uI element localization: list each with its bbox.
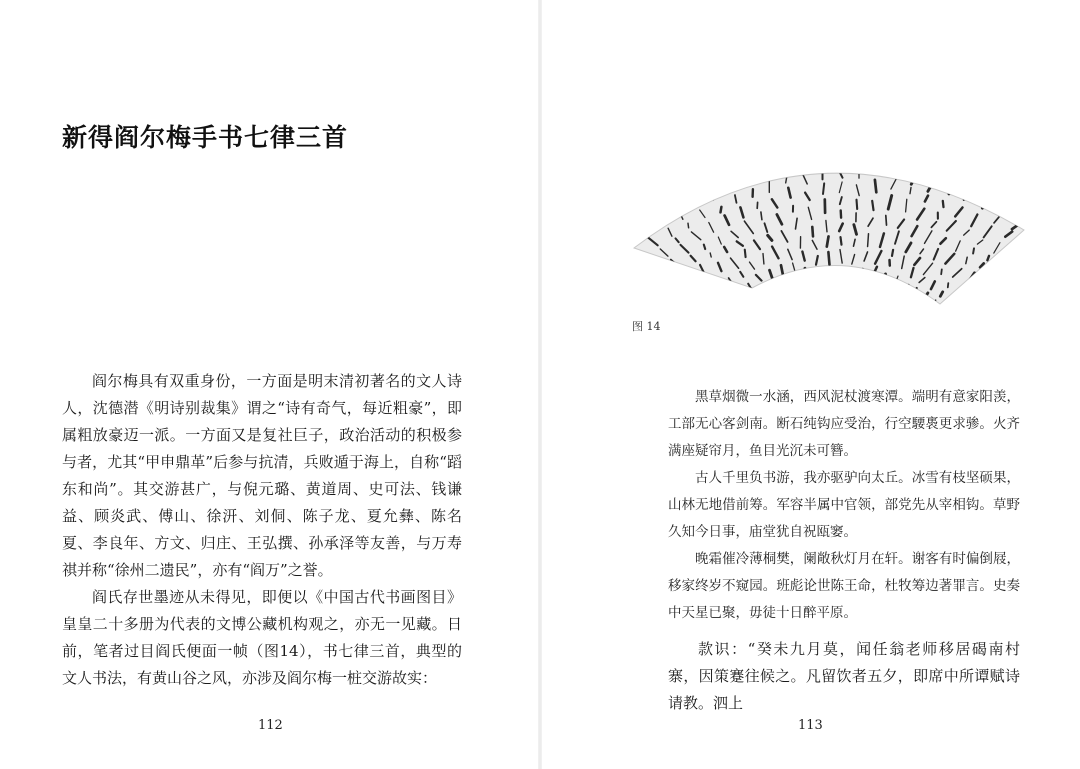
calligraphy-stroke	[1003, 203, 1008, 211]
calligraphy-stroke	[764, 287, 770, 298]
calligraphy-stroke	[677, 285, 679, 290]
calligraphy-stroke	[975, 307, 980, 308]
calligraphy-stroke	[727, 175, 729, 187]
calligraphy-stroke	[960, 152, 967, 164]
calligraphy-stroke	[937, 305, 949, 308]
calligraphy-stroke	[745, 250, 746, 257]
calligraphy-stroke	[884, 274, 886, 286]
calligraphy-stroke	[1022, 285, 1028, 291]
calligraphy-stroke	[997, 303, 1007, 308]
calligraphy-stroke	[776, 137, 781, 148]
paragraph-2: 阎氏存世墨迹从未得见，即便以《中国古代书画图目》皇皇二十多册为代表的文博公藏机构观之，亦无一见藏。日前，笔者过目阎氏便面一帧（图14），书七律三首，典型的文人书法，有黄山谷之风，亦涉及阎尔梅一桩交游故实：	[62, 588, 462, 687]
calligraphy-stroke	[1013, 248, 1020, 257]
calligraphy-stroke	[982, 199, 987, 208]
calligraphy-stroke	[634, 274, 640, 281]
calligraphy-stroke	[696, 303, 707, 308]
calligraphy-stroke	[687, 295, 692, 301]
calligraphy-stroke	[696, 285, 706, 294]
figure-caption: 图 14	[632, 320, 661, 333]
fan-painting-image	[628, 128, 1028, 308]
calligraphy-stroke	[637, 252, 643, 258]
calligraphy-stroke	[728, 298, 735, 308]
calligraphy-stroke	[690, 196, 697, 203]
calligraphy-stroke	[686, 274, 692, 279]
calligraphy-stroke	[628, 216, 635, 222]
calligraphy-stroke	[827, 237, 829, 247]
page-number-right: 113	[798, 718, 823, 733]
calligraphy-stroke	[786, 282, 791, 290]
calligraphy-stroke	[1005, 277, 1017, 285]
calligraphy-stroke	[1019, 267, 1027, 273]
calligraphy-stroke	[1010, 190, 1020, 199]
calligraphy-stroke	[964, 192, 972, 200]
calligraphy-stroke	[936, 164, 939, 172]
calligraphy-stroke	[710, 253, 711, 257]
calligraphy-stroke	[809, 278, 810, 284]
calligraphy-stroke	[973, 248, 974, 253]
calligraphy-stroke	[819, 268, 820, 282]
calligraphy-stroke	[645, 261, 652, 265]
calligraphy-stroke	[987, 256, 989, 260]
calligraphy-stroke	[659, 293, 666, 299]
calligraphy-stroke	[958, 303, 967, 308]
calligraphy-stroke	[760, 159, 768, 172]
calligraphy-stroke	[868, 234, 869, 247]
calligraphy-stroke	[763, 254, 764, 264]
calligraphy-stroke	[636, 297, 643, 302]
calligraphy-stroke	[777, 289, 780, 294]
calligraphy-stroke	[649, 286, 652, 289]
calligraphy-stroke	[840, 157, 842, 166]
calligraphy-stroke	[715, 159, 724, 170]
calligraphy-stroke	[680, 182, 690, 194]
calligraphy-stroke	[737, 289, 739, 293]
calligraphy-stroke	[852, 269, 853, 280]
calligraphy-stroke	[703, 180, 711, 187]
calligraphy-stroke	[861, 138, 862, 150]
inscription-paragraph: 款识：“癸未九月莫，闻任翁老师移居碣南村寨，因策蹇往候之。凡留饮者五夕，即席中所谭赋诗请教。泗上	[668, 640, 1020, 712]
calligraphy-stroke	[969, 292, 976, 301]
calligraphy-stroke	[758, 145, 760, 157]
calligraphy-stroke	[857, 200, 858, 209]
right-page	[540, 0, 1080, 769]
calligraphy-stroke	[694, 161, 697, 167]
calligraphy-stroke	[712, 190, 713, 200]
calligraphy-stroke	[948, 283, 949, 287]
calligraphy-stroke	[881, 131, 884, 138]
calligraphy-stroke	[839, 139, 843, 148]
calligraphy-stroke	[923, 128, 930, 141]
calligraphy-stroke	[949, 298, 955, 302]
calligraphy-stroke	[932, 300, 936, 308]
calligraphy-stroke	[812, 227, 813, 237]
paragraph-1: 阎尔梅具有双重身份，一方面是明末清初著名的文人诗人，沈德潜《明诗别裁集》谓之“诗有奇气，每近粗豪”，即属粗放豪迈一派。一方面又是复社巨子，政治活动的积极参与者，尤其“甲申鼎革”后参与抗清，兵败遁于海上，自称“蹈东和尚”。其交游甚广，与倪元璐、黄道周、史可法、钱谦益、顾炎武、傅山、徐汧、刘侗、陈子龙、夏允彝、陈名夏、李良年、方文、归庄、王弘撰、孙承泽等友善，与万寿祺并称“徐州二遗民”，亦有“阎万”之誉。	[62, 372, 462, 579]
calligraphy-stroke	[859, 153, 861, 159]
calligraphy-stroke	[704, 245, 705, 249]
calligraphy-stroke	[628, 242, 633, 250]
calligraphy-stroke	[757, 296, 760, 304]
calligraphy-stroke	[662, 275, 669, 281]
calligraphy-stroke	[798, 133, 799, 139]
calligraphy-stroke	[860, 128, 864, 129]
calligraphy-stroke	[992, 270, 999, 276]
calligraphy-stroke	[902, 137, 903, 145]
calligraphy-stroke	[823, 183, 824, 194]
calligraphy-stroke	[671, 204, 678, 210]
calligraphy-stroke	[1026, 302, 1028, 307]
calligraphy-stroke	[953, 170, 960, 180]
calligraphy-stroke	[654, 267, 658, 273]
calligraphy-stroke	[956, 290, 962, 295]
calligraphy-stroke	[637, 225, 644, 232]
calligraphy-stroke	[699, 171, 703, 177]
calligraphy-stroke	[863, 269, 864, 282]
calligraphy-stroke	[922, 293, 928, 303]
calligraphy-stroke	[995, 288, 1003, 295]
calligraphy-stroke	[840, 128, 842, 135]
calligraphy-stroke	[802, 160, 803, 165]
calligraphy-stroke	[675, 172, 678, 178]
calligraphy-stroke	[799, 143, 801, 156]
calligraphy-stroke	[779, 153, 784, 160]
calligraphy-stroke	[828, 252, 829, 265]
calligraphy-stroke	[878, 165, 879, 172]
calligraphy-stroke	[721, 207, 722, 213]
calligraphy-stroke	[1023, 236, 1029, 246]
calligraphy-stroke	[1001, 262, 1008, 266]
calligraphy-stroke	[710, 297, 714, 302]
calligraphy-stroke	[657, 218, 664, 225]
calligraphy-stroke	[839, 268, 843, 280]
calligraphy-stroke	[916, 161, 921, 168]
calligraphy-stroke	[1002, 172, 1004, 178]
inscription-text	[668, 636, 1020, 717]
calligraphy-stroke	[900, 152, 901, 158]
calligraphy-stroke	[819, 128, 821, 142]
left-body-text	[62, 368, 462, 692]
fan-calligraphy	[628, 128, 1028, 308]
calligraphy-stroke	[749, 180, 750, 185]
calligraphy-stroke	[761, 212, 762, 220]
calligraphy-stroke	[805, 268, 809, 274]
calligraphy-stroke	[628, 267, 630, 271]
calligraphy-stroke	[872, 201, 873, 210]
calligraphy-stroke	[1017, 215, 1027, 223]
calligraphy-stroke	[982, 156, 992, 167]
article-title: 新得阎尔梅手书七律三首	[62, 123, 349, 152]
calligraphy-stroke	[943, 201, 944, 207]
calligraphy-stroke	[829, 269, 832, 281]
calligraphy-stroke	[941, 269, 942, 274]
poem-3: 晚霜催冷薄桐樊，阑敞秋灯月在轩。谢客有时偏倒屐，移家终岁不窥园。班彪论世陈王命，杜牧筹边著罪言。史奏中天星已聚，毋徒十日醉平原。	[668, 551, 1020, 621]
calligraphy-stroke	[743, 167, 746, 175]
calligraphy-stroke	[722, 290, 724, 294]
calligraphy-stroke	[744, 300, 754, 308]
calligraphy-stroke	[898, 161, 899, 168]
poem-1: 黑草烟微一水涵，西风泥杖渡寒潭。端明有意家阳羡，工部无心客剑南。断石纯钩应受治，行空騕褭更求骖。火齐满座疑帘月，鱼目光沉未可簪。	[668, 389, 1020, 459]
calligraphy-stroke	[914, 288, 917, 298]
calligraphy-stroke	[910, 188, 911, 194]
calligraphy-stroke	[781, 265, 783, 274]
calligraphy-stroke	[649, 306, 653, 308]
calligraphy-stroke	[941, 147, 947, 156]
calligraphy-stroke	[892, 250, 893, 256]
calligraphy-stroke	[688, 223, 689, 228]
poem-text	[668, 384, 1020, 627]
calligraphy-stroke	[984, 281, 986, 287]
calligraphy-stroke	[875, 180, 876, 193]
calligraphy-stroke	[660, 189, 669, 199]
calligraphy-stroke	[949, 184, 951, 194]
calligraphy-stroke	[878, 153, 880, 162]
calligraphy-stroke	[872, 278, 875, 284]
calligraphy-stroke	[993, 185, 995, 193]
calligraphy-stroke	[819, 150, 823, 162]
calligraphy-stroke	[673, 303, 681, 308]
calligraphy-stroke	[901, 285, 909, 294]
calligraphy-stroke	[974, 173, 980, 185]
poem-2: 古人千里负书游，我亦驱驴向太丘。冰雪有枝坚硕果，山林无地借前筹。军容半属中官领，部党先从宰相钩。草野久知今日事，庙堂犹自祝瓯窭。	[668, 470, 1020, 540]
page-number-left: 112	[258, 718, 283, 733]
calligraphy-stroke	[1010, 295, 1020, 300]
calligraphy-stroke	[734, 149, 742, 161]
calligraphy-stroke	[886, 216, 887, 226]
calligraphy-stroke	[983, 299, 991, 304]
calligraphy-stroke	[841, 237, 842, 245]
